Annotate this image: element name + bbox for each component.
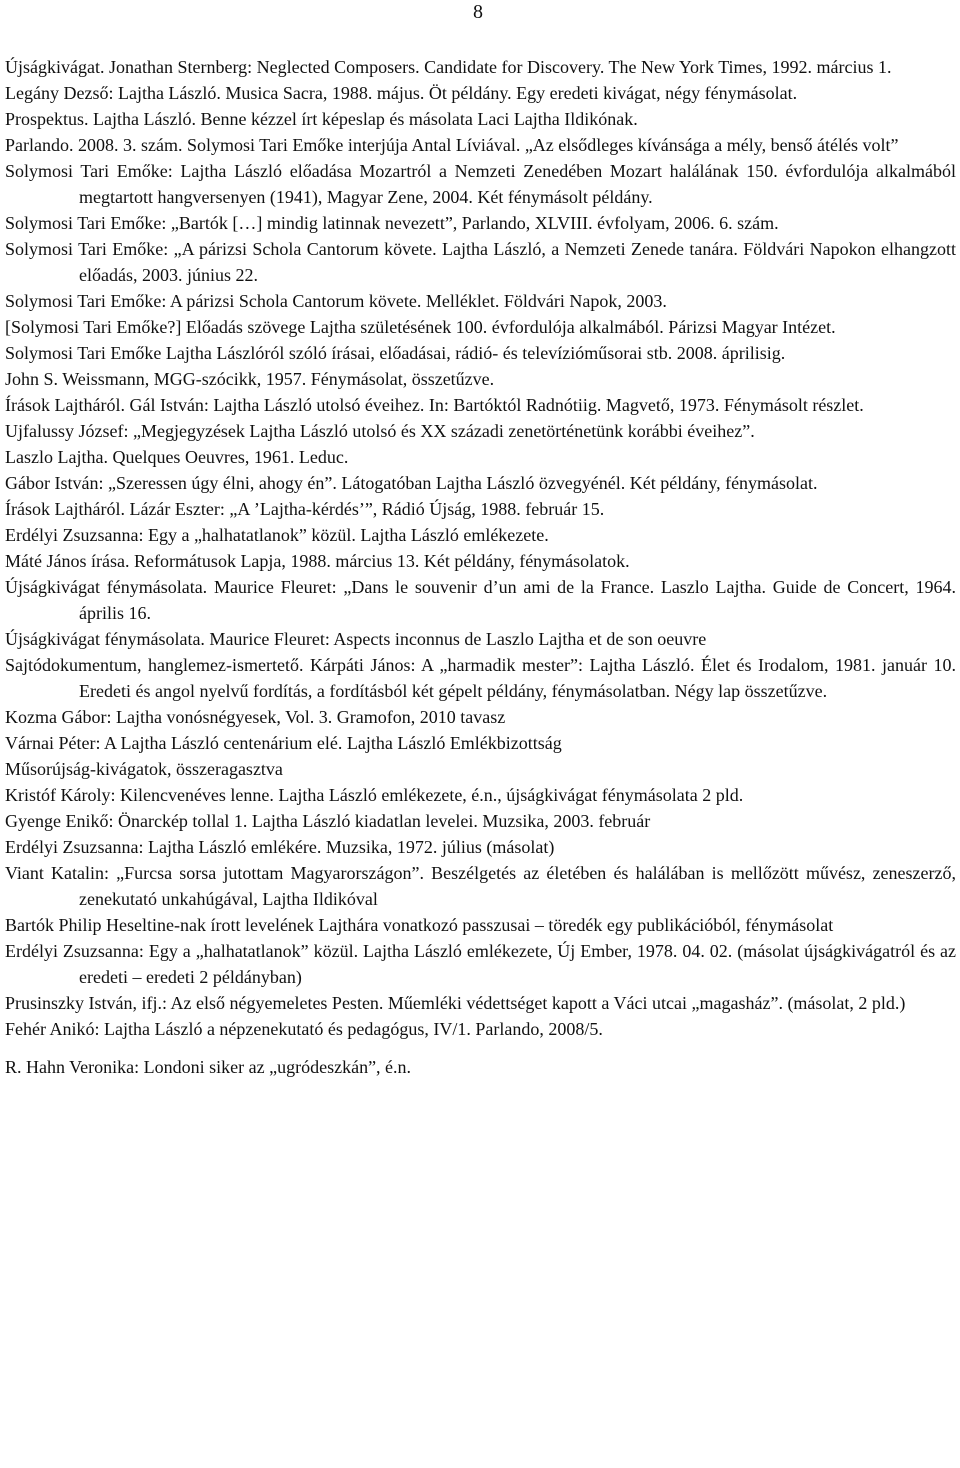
list-item: Erdélyi Zsuzsanna: Lajtha László emlékére. Muzsika, 1972. július (másolat) [5, 837, 555, 857]
list-item: Újságkivágat fénymásolata. Maurice Fleuret: Aspects inconnus de Laszlo Lajtha et de son oeuvre [5, 629, 707, 649]
list-item: R. Hahn Veronika: Londoni siker az „ugródeszkán”, é.n. [5, 1057, 412, 1077]
list-item: Újságkivágat. Jonathan Sternberg: Neglected Composers. Candidate for Discovery. The New York Times, 1992. március 1. [5, 57, 892, 77]
list-item: [Solymosi Tari Emőke?] Előadás szövege Lajtha születésének 100. évfordulója alkalmából. Párizsi Magyar Intézet. [5, 317, 836, 337]
list-item: Bartók Philip Heseltine-nak írott levelének Lajthára vonatkozó passzusai – töredék egy publikációból, fénymásolat [5, 915, 834, 935]
bibliography-list [5, 54, 956, 1080]
list-item: Máté János írása. Reformátusok Lapja, 1988. március 13. Két példány, fénymásolatok. [5, 551, 630, 571]
list-item: Kristóf Károly: Kilencvenéves lenne. Lajtha László emlékezete, é.n., újságkivágat fénymásolata 2 pld. [5, 785, 744, 805]
list-item: Laszlo Lajtha. Quelques Oeuvres, 1961. Leduc. [5, 447, 349, 467]
list-item: Prusinszky István, ifj.: Az első négyemeletes Pesten. Műemléki védettséget kapott a Váci utcai „magasház”. (másolat, 2 pld.) [5, 993, 906, 1013]
list-item: Írások Lajtháról. Gál István: Lajtha László utolsó éveihez. In: Bartóktól Radnótiig. Magvető, 1973. Fénymásolt részlet. [5, 395, 864, 415]
list-item: Solymosi Tari Emőke: Lajtha László előadása Mozartról a Nemzeti Zenedében Mozart halálának 150. évfordulója alkalmából megtartott hangversenyen (1941), Magyar Zene, 2004. Két fénymásolt példány. [5, 161, 956, 207]
list-item: Parlando. 2008. 3. szám. Solymosi Tari Emőke interjúja Antal Líviával. „Az elsődleges kívánsága a mély, benső átélés volt” [5, 135, 899, 155]
list-item: Sajtódokumentum, hanglemez-ismertető. Kárpáti János: A „harmadik mester”: Lajtha László. Élet és Irodalom, 1981. január 10. Eredeti és angol nyelvű fordítás, a fordításból két gépelt példány, fénymásolatban. Négy lap összetűzve. [5, 655, 956, 701]
list-item: John S. Weissmann, MGG-szócikk, 1957. Fénymásolat, összetűzve. [5, 369, 495, 389]
list-item: Gábor István: „Szeressen úgy élni, ahogy én”. Látogatóban Lajtha László özvegyénél. Két példány, fénymásolat. [5, 473, 818, 493]
list-item: Erdélyi Zsuzsanna: Egy a „halhatatlanok” közül. Lajtha László emlékezete. [5, 525, 549, 545]
list-item: Solymosi Tari Emőke: A párizsi Schola Cantorum követe. Melléklet. Földvári Napok, 2003. [5, 291, 667, 311]
list-item: Solymosi Tari Emőke: „Bartók […] mindig latinnak nevezett”, Parlando, XLVIII. évfolyam, 2006. 6. szám. [5, 213, 779, 233]
list-item: Műsorújság-kivágatok, összeragasztva [5, 759, 283, 779]
list-item: Erdélyi Zsuzsanna: Egy a „halhatatlanok” közül. Lajtha László emlékezete, Új Ember, 1978. 04. 02. (másolat újságkivágatról és az eredeti – eredeti 2 példányban) [5, 941, 956, 987]
list-item: Prospektus. Lajtha László. Benne kézzel írt képeslap és másolata Laci Lajtha Ildikónak. [5, 109, 638, 129]
list-item: Írások Lajtháról. Lázár Eszter: „A ’Lajtha-kérdés’”, Rádió Újság, 1988. február 15. [5, 499, 605, 519]
list-item: Legány Dezső: Lajtha László. Musica Sacra, 1988. május. Öt példány. Egy eredeti kivágat, négy fénymásolat. [5, 83, 798, 103]
list-item: Várnai Péter: A Lajtha László centenárium elé. Lajtha László Emlékbizottság [5, 733, 562, 753]
page-number: 8 [473, 1, 483, 23]
list-item: Ujfalussy József: „Megjegyzések Lajtha László utolsó és XX századi zenetörténetünk korábbi éveihez”. [5, 421, 755, 441]
list-item: Viant Katalin: „Furcsa sorsa jutottam Magyarországon”. Beszélgetés az életében és halálában is mellőzött művész, zeneszerző, zenekutató unkahúgával, Lajtha Ildikóval [5, 863, 956, 909]
list-item: Újságkivágat fénymásolata. Maurice Fleuret: „Dans le souvenir d’un ami de la France. Laszlo Lajtha. Guide de Concert, 1964. április 16. [5, 577, 956, 623]
list-item: Fehér Anikó: Lajtha László a népzenekutató és pedagógus, IV/1. Parlando, 2008/5. [5, 1019, 603, 1039]
list-item: Kozma Gábor: Lajtha vonósnégyesek, Vol. 3. Gramofon, 2010 tavasz [5, 707, 506, 727]
list-item: Solymosi Tari Emőke Lajtha Lászlóról szóló írásai, előadásai, rádió- és televízióműsorai stb. 2008. áprilisig. [5, 343, 786, 363]
list-item: Gyenge Enikő: Önarckép tollal 1. Lajtha László kiadatlan levelei. Muzsika, 2003. február [5, 811, 651, 831]
list-item: Solymosi Tari Emőke: „A párizsi Schola Cantorum követe. Lajtha László, a Nemzeti Zenede tanára. Földvári Napokon elhangzott előadás, 2003. június 22. [5, 239, 956, 285]
